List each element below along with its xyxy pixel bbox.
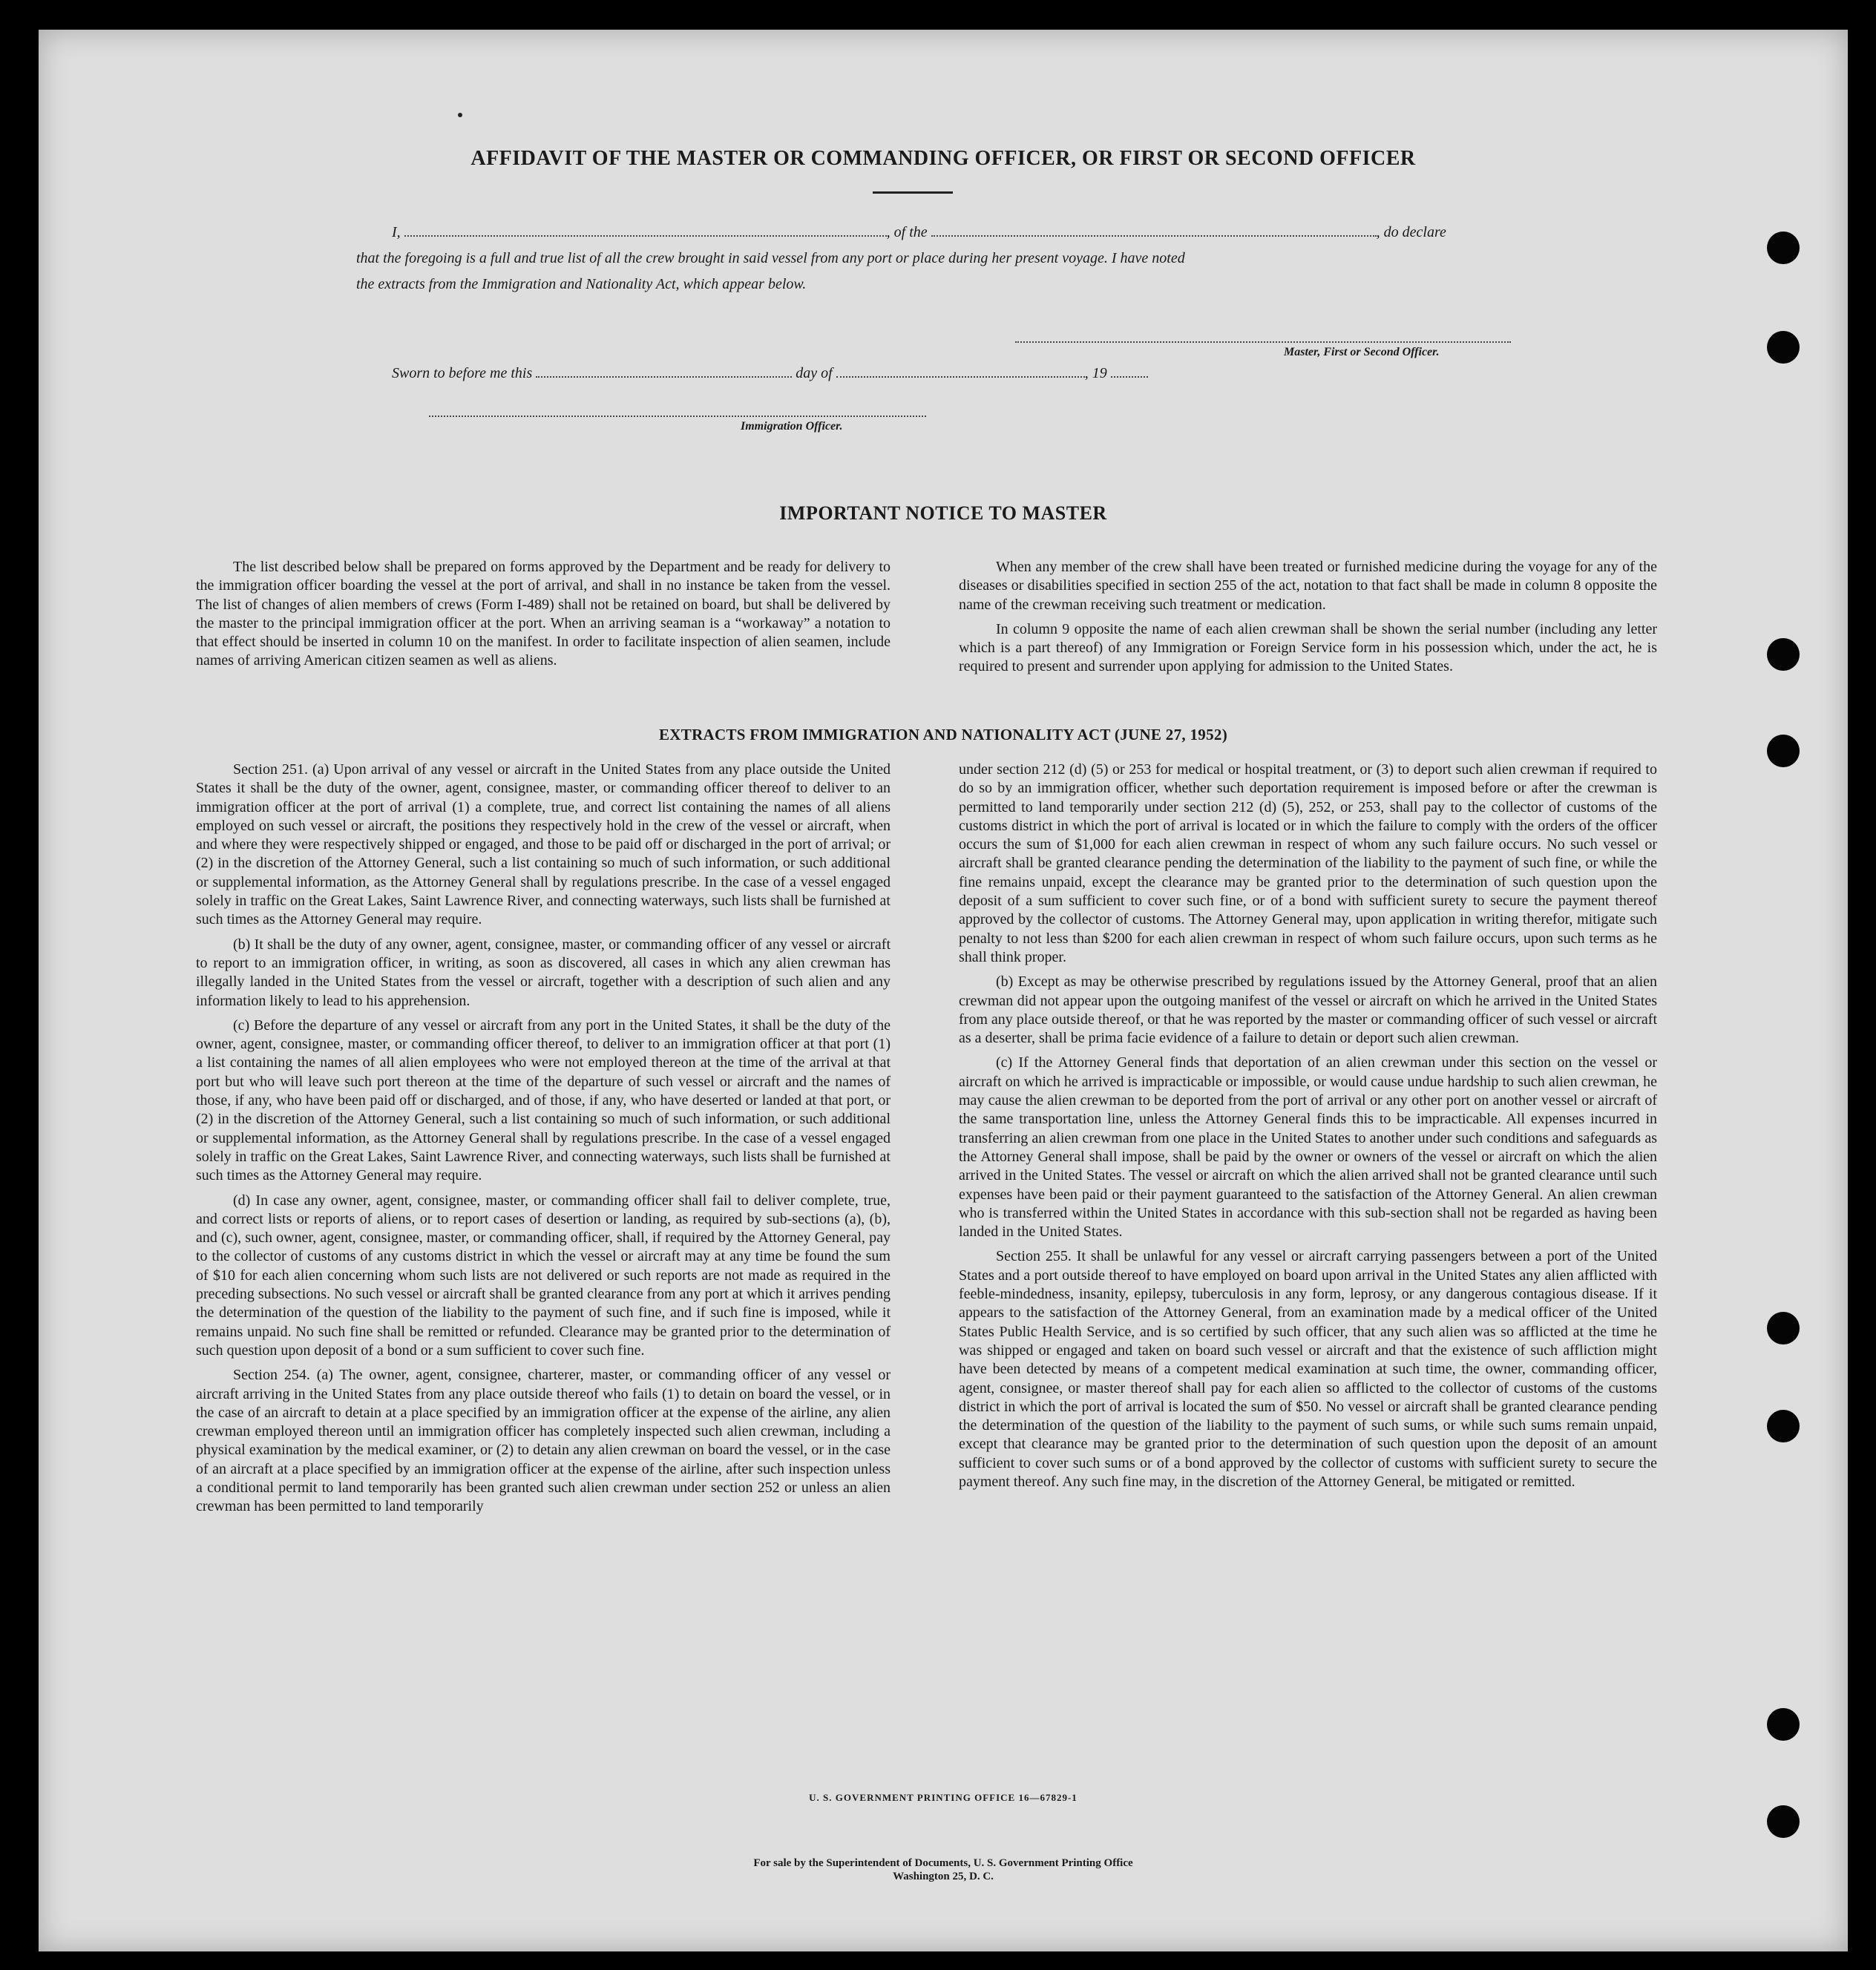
- extract-section-251c: (c) Before the departure of any vessel or aircraft from any port in the United States, it shall be the duty of the owner, agent, consignee, master, or commanding officer thereof, to deliver to an immigration officer at that port (1) a list containing the names of all alien employees who were not employed thereon at the time of the arrival at that port but who will leave such port thereon at the time of the departure of such vessel or aircraft and the names of those, if any, who have been paid off or discharged, and of those, if any, who have deserted or landed at that port, or (2) in the discretion of the Attorney General, such a list containing so much of such information, or such additional or supplemental information, as the Attorney General shall by regulations prescribe. In the case of a vessel engaged solely in traffic on the Great Lakes, Saint Lawrence River, and connecting waterways, such lists shall be furnished at such times as the Attorney General may require.: [196, 1017, 891, 1184]
- punch-hole: [1767, 735, 1800, 767]
- of-the-label: , of the: [886, 224, 928, 240]
- footer: [39, 1856, 1848, 1883]
- notice-right-paragraph-1: When any member of the crew shall have been treated or furnished medicine during the voyage for any of the diseases or disabilities specified in section 255 of the act, notation to that fact shall be made in column 8 opposite the name of the crewman receiving such treatment or medication.: [959, 559, 1657, 613]
- affidavit-line-3: the extracts from the Immigration and Nationality Act, which appear below.: [356, 276, 807, 292]
- notice-title: IMPORTANT NOTICE TO MASTER: [779, 502, 1107, 524]
- extracts-title: EXTRACTS FROM IMMIGRATION AND NATIONALITY ACT (JUNE 27, 1952): [659, 726, 1227, 743]
- day-of-label: day of: [796, 365, 833, 381]
- extracts-right-column: [959, 761, 1657, 1497]
- extract-section-254b: (b) Except as may be otherwise prescribed by regulations issued by the Attorney General, proof that an alien crewman did not appear upon the outgoing manifest of the vessel or aircraft on which he arrived in the United States from any place outside thereof, or that he was reported by the master or commanding officer of such vessel or aircraft as a deserter, shall be prima facie evidence of a failure to detain or deport such alien crewman.: [959, 973, 1657, 1047]
- extract-section-251b: (b) It shall be the duty of any owner, agent, consignee, master, or commanding officer of any vessel or aircraft to report to an immigration officer, in writing, as soon as discovered, all cases in which any alien crewman has illegally landed in the United States from the vessel or aircraft, together with a description of such alien and any information likely to lead to his apprehension.: [196, 936, 891, 1009]
- extracts-left-column: [196, 761, 891, 1523]
- notice-right-paragraph-2: In column 9 opposite the name of each alien crewman shall be shown the serial number (including any letter which is a part thereof) of any Immigration or Foreign Service form in his possession which, under the act, he is required to present and surrender upon applying for admission to the United States.: [959, 620, 1657, 675]
- extract-section-254c: (c) If the Attorney General finds that deportation of an alien crewman under this section on the vessel or aircraft on which he arrived is impracticable or impossible, or would cause undue hardship to such alien crewman, he may cause the alien crewman to be deported from the port of arrival or any other port on another vessel or aircraft of the same transportation line, unless the Attorney General finds this to be impracticable. All expenses incurred in transferring an alien crewman from one place in the United States to another under such conditions and safeguards as the Attorney General shall impose, shall be paid by the owner or owners of the vessel or aircraft on which the alien arrived in the United States. The vessel or aircraft on which the alien arrived shall not be granted clearance until such expenses have been paid or their payment guaranteed to the satisfaction of the Attorney General. An alien crewman who is transferred within the United States in accordance with this sub-section shall not be regarded as having been landed in the United States.: [959, 1054, 1657, 1241]
- extract-section-254a: Section 254. (a) The owner, agent, consignee, charterer, master, or commanding officer of any vessel or aircraft arriving in the United States from any place outside thereof who fails (1) to detain on board the vessel, or in the case of an aircraft to detain at a place specified by an immigration officer at the expense of the airline, any alien crewman employed thereon until an immigration officer has completely inspected such alien crewman, including a physical examination by the medical examiner, or (2) to detain any alien crewman on board the vessel, or in the case of an aircraft at a place specified by an immigration officer at the expense of the airline, after such inspection unless a conditional permit to land temporarily has been granted such alien crewman under section 252 or unless an alien crewman has been permitted to land temporarily: [196, 1367, 891, 1515]
- vessel-blank[interactable]: [931, 234, 1377, 237]
- do-declare-label: , do declare: [1376, 224, 1446, 240]
- name-blank[interactable]: [404, 234, 887, 237]
- punch-hole: [1767, 331, 1800, 364]
- sworn-line: [392, 365, 1148, 382]
- master-signature-line[interactable]: [1015, 341, 1511, 344]
- sworn-label: Sworn to before me this: [392, 365, 533, 381]
- notice-left-column: [196, 558, 891, 677]
- printing-office-imprint: U. S. GOVERNMENT PRINTING OFFICE 16—67829-1: [809, 1792, 1078, 1803]
- notice-right-column: [959, 558, 1657, 683]
- affidavit-line-1: [392, 224, 1446, 241]
- year-label: , 19: [1084, 365, 1107, 381]
- footer-line-2: Washington 25, D. C.: [893, 1871, 994, 1882]
- officer-caption: Immigration Officer.: [741, 420, 843, 433]
- footer-line-1: For sale by the Superintendent of Documents, U. S. Government Printing Office: [753, 1857, 1133, 1869]
- notice-left-paragraph: The list described below shall be prepared on forms approved by the Department and be ready for delivery to the immigration officer boarding the vessel at the port of arrival, and shall in no instance be taken from the vessel. The list of changes of alien members of crews (Form I-489) shall not be retained on board, but shall be delivered by the master to the principal immigration officer at the port. When an arriving seaman is a “workaway” a notation to that effect should be inserted in column 10 on the manifest. In order to facilitate inspection of alien seamen, include names of arriving American citizen seamen as well as aliens.: [196, 559, 891, 669]
- title-underline: [873, 191, 953, 194]
- affidavit-title: AFFIDAVIT OF THE MASTER OR COMMANDING OFFICER, OR FIRST OR SECOND OFFICER: [470, 147, 1416, 170]
- punch-hole: [1767, 232, 1800, 264]
- extract-section-251d: (d) In case any owner, agent, consignee, master, or commanding officer shall fail to deliver complete, true, and correct lists or reports of aliens, or to report cases of desertion or landing, as required by sub-sections (a), (b), and (c), such owner, agent, consignee, master, or commanding officer, shall, if required by the Attorney General, pay to the collector of customs of any customs district in which the vessel or aircraft may at any time be found the sum of $10 for each alien concerning whom such lists are not delivered or such reports are not made as required in the preceding subsections. No such vessel or aircraft shall be granted clearance from any port at which it arrives pending the determination of the question of the liability to the payment of such fine, and if such fine is imposed, while it remains unpaid. No such fine shall be remitted or refunded. Clearance may be granted prior to the determination of such question upon deposit of a bond or a sum sufficient to cover such fine.: [196, 1192, 891, 1359]
- punch-hole: [1767, 1805, 1800, 1838]
- immigration-officer-signature-line[interactable]: [429, 416, 926, 418]
- punch-hole: [1767, 1312, 1800, 1344]
- sworn-year-blank[interactable]: [1111, 375, 1148, 378]
- affidavit-i-label: I,: [392, 224, 401, 240]
- extract-section-254a-continued: under section 212 (d) (5) or 253 for medical or hospital treatment, or (3) to deport such alien crewman if required to do so by an immigration officer, whether such deportation requirement is imposed before or after the crewman is permitted to land temporarily under section 212 (d) (5), 252, or 253, shall pay to the collector of customs of the customs district in which the port of arrival is located or in which the failure to comply with the orders of the officer occurs the sum of $1,000 for each alien crewman in respect of whom any such failure occurs. No such vessel or aircraft shall be granted clearance pending the determination of the liability to the payment of such fine, or while the fine remains unpaid, except the clearance may be granted prior to the determination of such question upon the deposit of a sum sufficient to cover such fine, or of a bond with sufficient surety to secure the payment thereof approved by the collector of customs. The Attorney General may, upon application in writing therefor, mitigate such penalty to not less than $200 for each alien crewman in respect of whom such failure occurs, upon such terms as he shall think proper.: [959, 761, 1657, 965]
- document-page: [39, 30, 1848, 1951]
- sworn-day-blank[interactable]: [536, 375, 792, 378]
- punch-hole: [1767, 1708, 1800, 1741]
- punch-hole: [1767, 638, 1800, 671]
- sworn-month-blank[interactable]: [836, 375, 1085, 378]
- punch-hole: [1767, 1410, 1800, 1442]
- master-caption: Master, First or Second Officer.: [1284, 346, 1440, 358]
- extract-section-251a: Section 251. (a) Upon arrival of any vessel or aircraft in the United States from any place outside the United States it shall be the duty of the owner, agent, consignee, master, or commanding officer thereof to deliver to an immigration officer at the port of arrival (1) a complete, true, and correct list containing the names of all aliens employed on such vessel or aircraft, the positions they respectively hold in the crew of the vessel or aircraft, when and where they were respectively shipped or engaged, and those to be paid off or discharged in the port of arrival; or (2) in the discretion of the Attorney General, such a list containing so much of such information, or such additional or supplemental information, as the Attorney General shall by regulations prescribe. In the case of a vessel engaged solely in traffic on the Great Lakes, Saint Lawrence River, and connecting waterways, such lists shall be furnished at such times as the Attorney General may require.: [196, 761, 891, 928]
- affidavit-line-2: that the foregoing is a full and true list of all the crew brought in said vessel from any port or place during her present voyage. I have noted: [356, 250, 1185, 266]
- extract-section-255: Section 255. It shall be unlawful for any vessel or aircraft carrying passengers between a port of the United States and a port outside thereof to have employed on board upon arrival in the United States any alien afflicted with feeble-mindedness, insanity, epilepsy, tuberculosis in any form, leprosy, or any dangerous contagious disease. If it appears to the satisfaction of the Attorney General, from an examination made by a medical officer of the United States Public Health Service, and is so certified by such officer, that any such alien was so afflicted at the time he was shipped or engaged and taken on board such vessel or aircraft and that the existence of such affliction might have been detected by means of a competent medical examination at such time, the owner, commanding officer, agent, consignee, or master thereof shall pay for each alien so afflicted to the collector of customs of the customs district in which the port of arrival is located the sum of $50. No vessel or aircraft shall be granted clearance pending the determination of the question of the liability to the payment of such sums, or while such sums remain unpaid, except that clearance may be granted prior to the determination of such question upon the deposit of an amount sufficient to cover such sums or of a bond approved by the collector of customs with sufficient surety to secure the payment thereof. Any such fine may, in the discretion of the Attorney General, be mitigated or remitted.: [959, 1248, 1657, 1490]
- ink-speck: [458, 113, 462, 117]
